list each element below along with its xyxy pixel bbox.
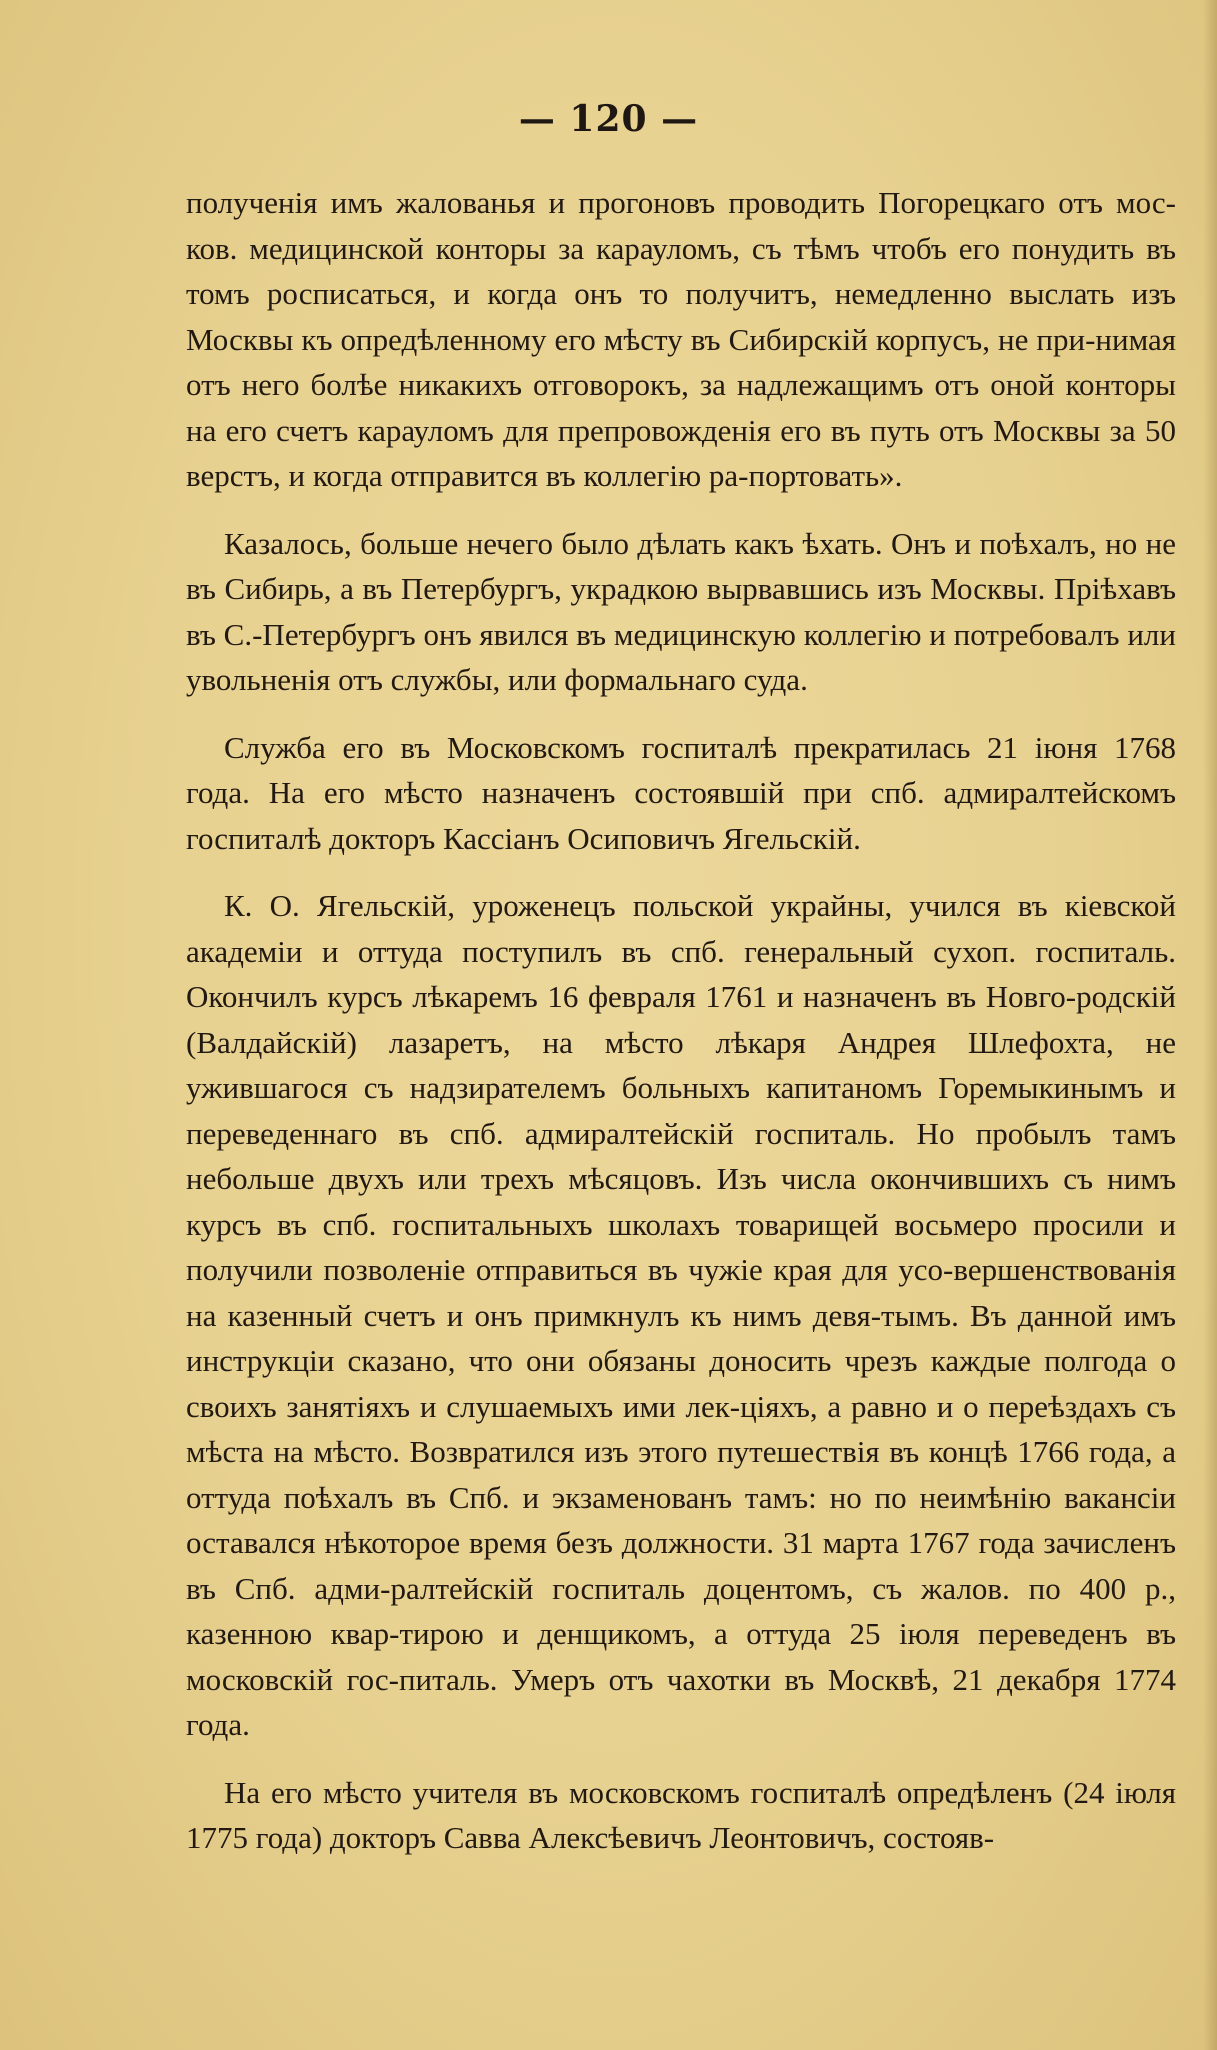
paragraph: К. О. Ягельскій, уроженецъ польской украйны, учился въ кіевской академіи и оттуда поступилъ въ спб. генеральный сухоп. госпиталь. Окончилъ курсъ лѣкаремъ 16 февраля 1761 и назначенъ въ Новго-родскій (Валдайскій) лазаретъ, на мѣсто лѣкаря Андрея Шлефохта, не ужившагося съ надзирателемъ больныхъ капитаномъ Горемыкинымъ и переведеннаго въ спб. адмиралтейскій госпиталь. Но пробылъ тамъ небольше двухъ или трехъ мѣсяцовъ. Изъ числа окончившихъ съ нимъ курсъ въ спб. госпитальныхъ школахъ товарищей восьмеро просили и получили позволеніе отправиться въ чужіе края для усо-вершенствованія на казенный счетъ и онъ примкнулъ къ нимъ девя-тымъ. Въ данной имъ инструкціи сказано, что они обязаны доносить чрезъ каждые полгода о своихъ занятіяхъ и слушаемыхъ ими лек-ціяхъ, а равно и о переѣздахъ съ мѣста на мѣсто. Возвратился изъ этого путешествія въ концѣ 1766 года, а оттуда поѣхалъ въ Спб. и экзаменованъ тамъ: но по неимѣнію вакансіи оставался нѣкоторое время безъ должности. 31 марта 1767 года зачисленъ въ Спб. адми-ралтейскій госпиталь доцентомъ, съ жалов. по 400 р., казенною квар-тирою и денщикомъ, а оттуда 25 іюля переведенъ въ московскій гос-питаль. Умеръ отъ чахотки въ Москвѣ, 21 декабря 1774 года. — [186, 888, 1176, 1742]
page-edge-shadow — [1203, 0, 1217, 2050]
page-number: — 120 — — [518, 98, 699, 140]
paragraph: Казалось, больше нечего было дѣлать какъ ѣхать. Онъ и поѣхалъ, но не въ Сибирь, а въ Петербургъ, украдкою вырвавшись изъ Москвы. Пріѣхавъ въ С.-Петербургъ онъ явился въ медицинскую коллегію и потребовалъ или увольненія отъ службы, или формальнаго суда. — [186, 525, 1176, 697]
paragraph: На его мѣсто учителя въ московскомъ госпиталѣ опредѣленъ (24 іюля 1775 года) докторъ Савва Алексѣевичъ Леонтовичъ, состояв- — [186, 1774, 1176, 1855]
body-text — [186, 180, 1176, 1883]
paragraph: полученія имъ жалованья и прогоновъ проводить Погорецкаго отъ мос-ков. медицинской конторы за карауломъ, съ тѣмъ чтобъ его понудить въ томъ росписаться, и когда онъ то получитъ, немедленно выслать изъ Москвы къ опредѣленному его мѣсту въ Сибирскій корпусъ, не при-нимая отъ него болѣе никакихъ отговорокъ, за надлежащимъ отъ оной конторы на его счетъ карауломъ для препровожденія его въ путь отъ Москвы за 50 верстъ, и когда отправится въ коллегію ра-портовать». — [186, 185, 1176, 493]
paragraph: Служба его въ Московскомъ госпиталѣ прекратилась 21 іюня 1768 года. На его мѣсто назначенъ состоявшій при спб. адмиралтейскомъ госпиталѣ докторъ Кассіанъ Осиповичъ Ягельскій. — [186, 729, 1176, 856]
